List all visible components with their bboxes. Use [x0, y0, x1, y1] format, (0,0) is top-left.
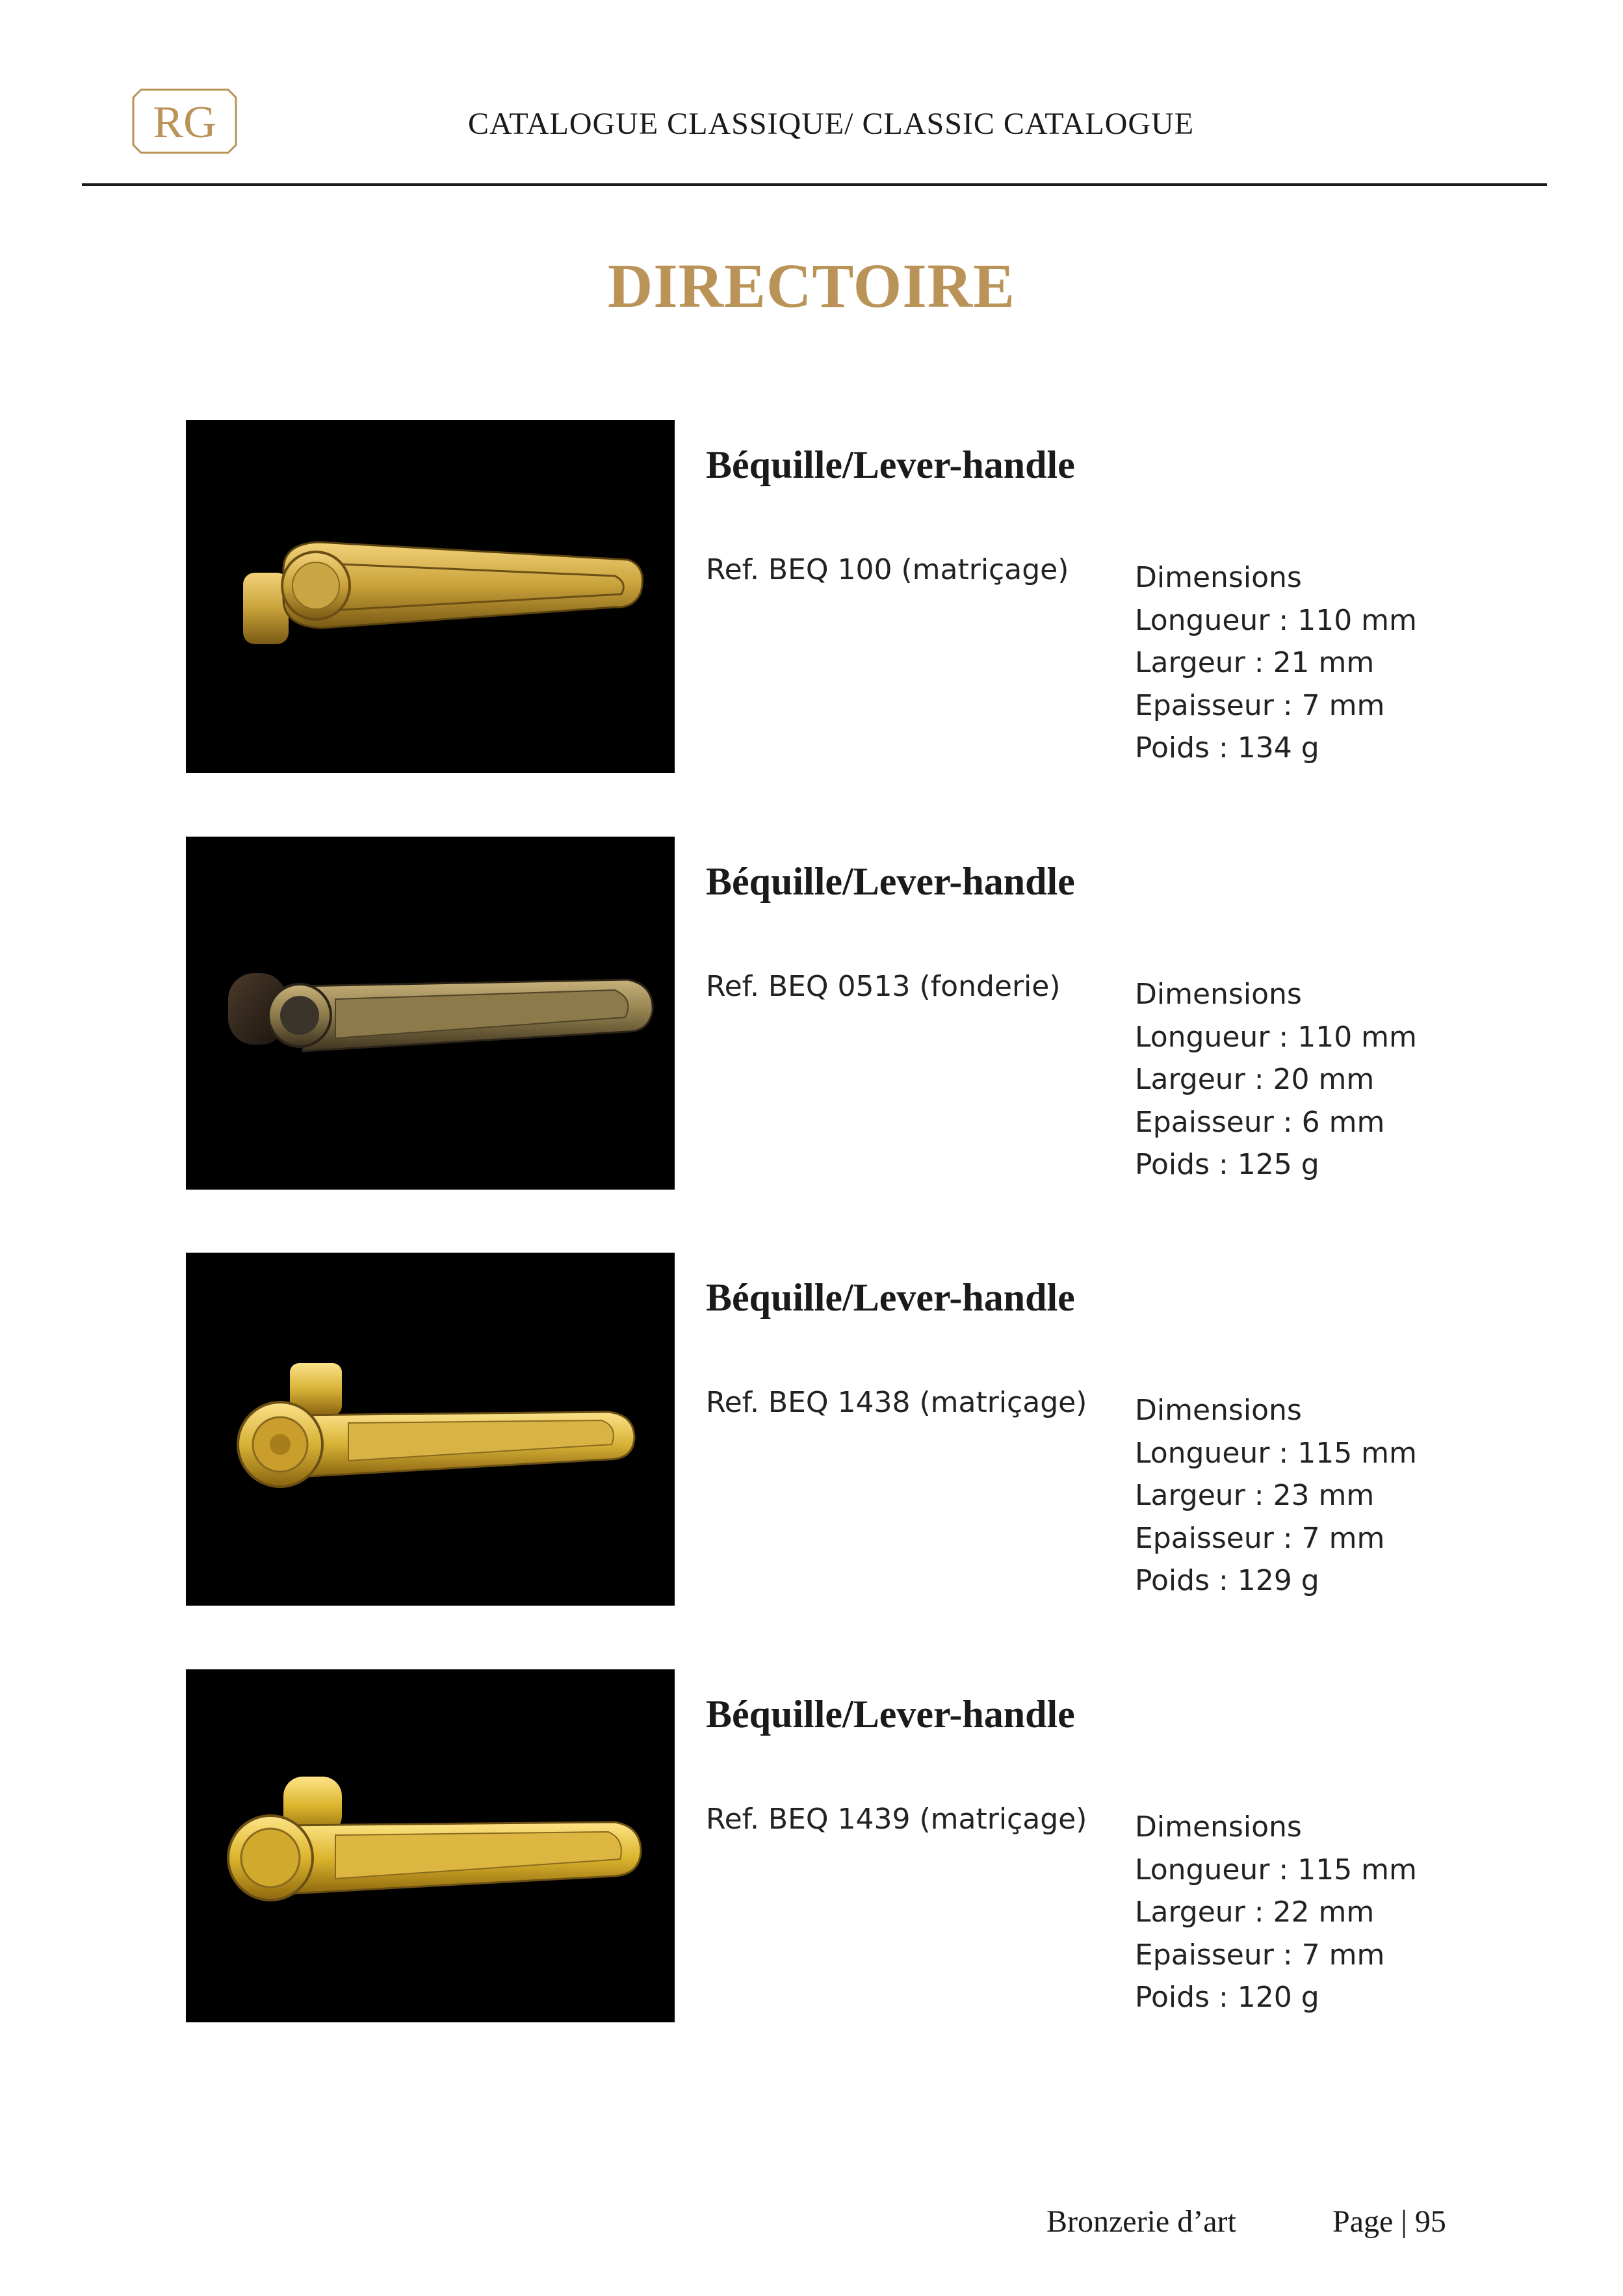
header-divider	[82, 183, 1547, 186]
width-value: Largeur : 20 mm	[1135, 1063, 1375, 1096]
weight-value: Poids : 120 g	[1135, 1981, 1319, 2014]
rg-logo	[132, 88, 237, 154]
product-ref: Ref. BEQ 0513 (fonderie)	[706, 970, 1061, 1003]
product-card	[186, 420, 1551, 773]
weight-value: Poids : 129 g	[1135, 1564, 1319, 1597]
weight-value: Poids : 134 g	[1135, 731, 1319, 764]
product-ref: Ref. BEQ 1438 (matriçage)	[706, 1386, 1087, 1419]
page-title: DIRECTOIRE	[607, 251, 1016, 320]
thickness-value: Epaisseur : 7 mm	[1135, 1521, 1385, 1555]
product-card	[186, 1669, 1551, 2022]
width-value: Largeur : 23 mm	[1135, 1479, 1375, 1512]
dimensions-label: Dimensions	[1135, 561, 1302, 594]
product-name: Béquille/Lever-handle	[706, 1276, 1075, 1319]
thickness-value: Epaisseur : 6 mm	[1135, 1105, 1385, 1139]
length-value: Longueur : 115 mm	[1135, 1436, 1417, 1470]
catalogue-title: CATALOGUE CLASSIQUE/ CLASSIC CATALOGUE	[468, 107, 1195, 141]
product-name: Béquille/Lever-handle	[706, 1693, 1075, 1736]
dimensions-list	[1135, 973, 1417, 1186]
product-photo	[186, 837, 675, 1190]
length-value: Longueur : 115 mm	[1135, 1853, 1417, 1886]
width-value: Largeur : 22 mm	[1135, 1896, 1375, 1929]
dimensions-label: Dimensions	[1135, 1810, 1302, 1844]
product-card	[186, 1253, 1551, 1606]
product-photo	[186, 1253, 675, 1606]
thickness-value: Epaisseur : 7 mm	[1135, 688, 1385, 722]
product-photo	[186, 1669, 675, 2022]
length-value: Longueur : 110 mm	[1135, 603, 1417, 637]
dimensions-list	[1135, 1806, 1417, 2019]
product-photo	[186, 420, 675, 773]
dimensions-list	[1135, 556, 1417, 770]
product-name: Béquille/Lever-handle	[706, 860, 1075, 903]
product-ref: Ref. BEQ 1439 (matriçage)	[706, 1803, 1087, 1836]
length-value: Longueur : 110 mm	[1135, 1020, 1417, 1054]
thickness-value: Epaisseur : 7 mm	[1135, 1938, 1385, 1972]
page-number: Page | 95	[1332, 2204, 1446, 2239]
footer-brand: Bronzerie d’art	[1046, 2204, 1236, 2239]
logo-text: RG	[153, 98, 216, 148]
width-value: Largeur : 21 mm	[1135, 646, 1375, 679]
dimensions-label: Dimensions	[1135, 978, 1302, 1011]
product-card	[186, 837, 1551, 1190]
product-name: Béquille/Lever-handle	[706, 443, 1075, 486]
dimensions-label: Dimensions	[1135, 1394, 1302, 1427]
product-ref: Ref. BEQ 100 (matriçage)	[706, 553, 1069, 586]
weight-value: Poids : 125 g	[1135, 1148, 1319, 1181]
dimensions-list	[1135, 1389, 1417, 1602]
